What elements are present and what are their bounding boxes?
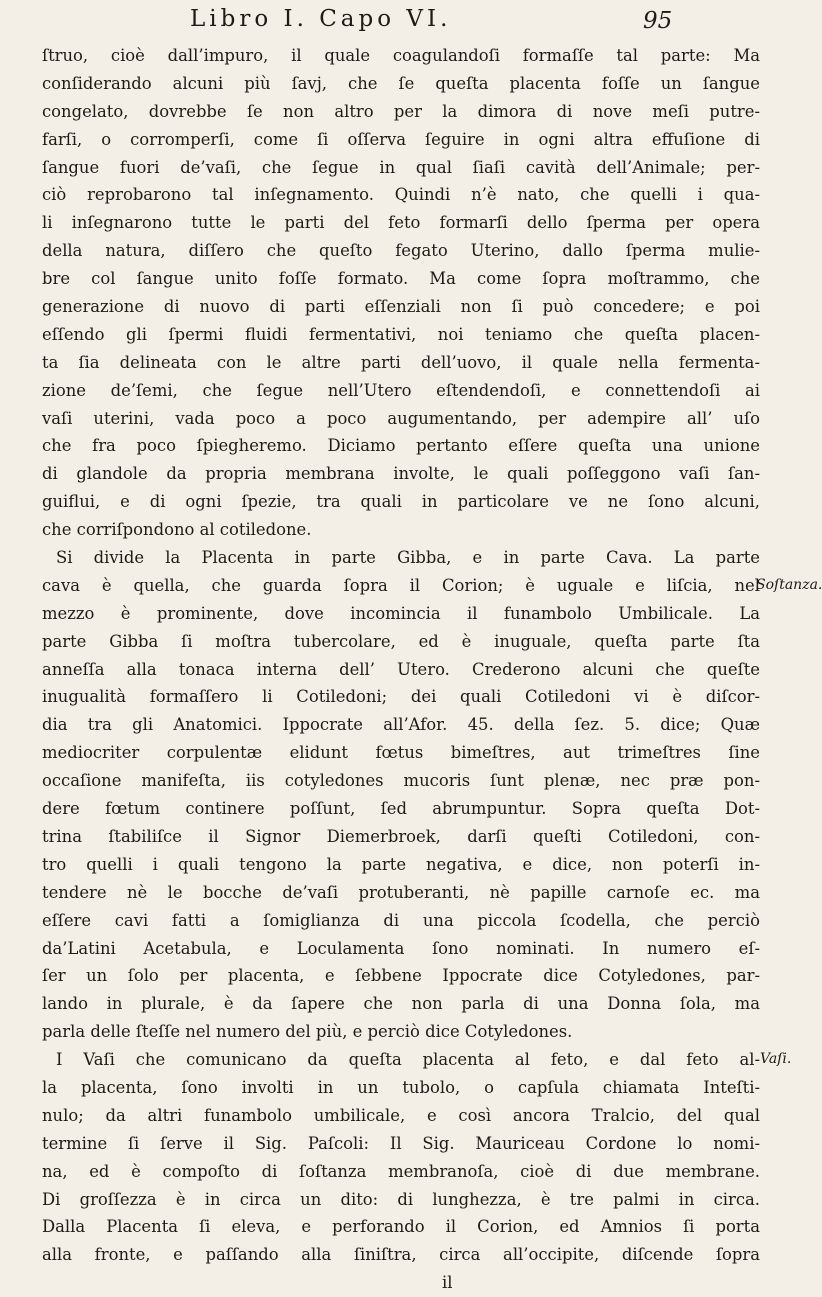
- text-line: trina ſtabiliſce il Signor Diemerbroek, darſi queſti Cotiledoni, con-: [42, 826, 760, 846]
- text-line: cava è quella, che guarda ſopra il Corion; è uguale e liſcia, nel: [42, 575, 760, 595]
- text-line: ta ſia delineata con le altre parti dell’uovo, il quale nella fermenta-: [42, 352, 760, 372]
- margin-note-vasi: Vaſi.: [760, 1051, 792, 1067]
- text-line: congelato, dovrebbe ſe non altro per la dimora di nove meſi putre-: [42, 101, 760, 121]
- text-line: della natura, diſſero che queſto fegato Uterino, dallo ſperma mulie-: [42, 241, 760, 261]
- text-line: eſſendo gli ſpermi fluidi fermentativi, noi teniamo che queſta placen-: [42, 324, 760, 344]
- text-line: dere fœtum continere poſſunt, ſed abrumpuntur. Sopra queſta Dot-: [42, 799, 760, 819]
- text-line: farſi, o corromperſi, come ſi oſſerva ſeguire in ogni altra effuſione di: [42, 129, 760, 149]
- text-line: Si divide la Placenta in parte Gibba, e in parte Cava. La parte: [56, 548, 760, 568]
- text-line: I Vaſi che comunicano da queſta placenta al feto, e dal feto al-: [56, 1050, 760, 1070]
- text-line: eſſere cavi fatti a ſomiglianza di una piccola ſcodella, che perciò: [42, 910, 760, 930]
- catchword: il: [442, 1273, 453, 1293]
- text-line: Di groſſezza è in circa un dito: di lunghezza, è tre palmi in circa.: [42, 1189, 760, 1209]
- text-line: nulo; da altri funambolo umbilicale, e così ancora Tralcio, del qual: [42, 1105, 760, 1125]
- text-line: guiflui, e di ogni ſpezie, tra quali in particolare ve ne ſono alcuni,: [42, 492, 760, 512]
- text-line: generazione di nuovo di parti eſſenziali non ſi può concedere; e poi: [42, 297, 760, 317]
- text-line: zione de’ſemi, che ſegue nell’Utero eſtendendoſi, e connettendoſi ai: [42, 380, 760, 400]
- text-line: ſer un ſolo per placenta, e ſebbene Ippocrate dice Cotyledones, par-: [42, 966, 760, 986]
- text-line: ſtruo, cioè dall’impuro, il quale coagulandoſi formaſſe tal parte: Ma: [42, 46, 760, 65]
- text-line: conſiderando alcuni più ſavj, che ſe queſta placenta foſſe un ſangue: [42, 73, 760, 93]
- text-line: lando in plurale, è da ſapere che non parla di una Donna ſola, ma: [42, 994, 760, 1014]
- text-line: che fra poco ſpiegheremo. Diciamo pertanto eſſere queſta una unione: [42, 436, 760, 456]
- text-line: tendere nè le bocche de’vaſi protuberanti, nè papille carnoſe ec. ma: [42, 882, 760, 902]
- text-line: vaſi uterini, vada poco a poco augumentando, per adempire all’ uſo: [42, 408, 760, 428]
- text-line: mediocriter corpulentæ elidunt fœtus bimeſtres, aut trimeſtres ſine: [42, 743, 760, 763]
- text-line: termine ſi ſerve il Sig. Paſcoli: Il Sig. Mauriceau Cordone lo nomi-: [42, 1133, 760, 1153]
- text-line: li inſegnarono tutte le parti del feto formarſi dello ſperma per opera: [42, 213, 760, 233]
- text-line: mezzo è prominente, dove incomincia il funambolo Umbilicale. La: [42, 603, 760, 623]
- text-line: parla delle ſteſſe nel numero del più, e perciò dice Cotyledones.: [42, 1022, 573, 1042]
- body-text: [42, 42, 760, 1297]
- text-line: ciò reprobarono tal inſegnamento. Quindi n’è nato, che quelli i qua-: [42, 185, 760, 205]
- text-line: ſangue fuori de’vaſi, che ſegue in qual ſiaſi cavità dell’Animale; per-: [42, 157, 760, 177]
- text-line: che corriſpondono al cotiledone.: [42, 520, 312, 540]
- text-line: inugualità formaſſero li Cotiledoni; dei quali Cotiledoni vi è diſcor-: [42, 687, 760, 707]
- text-line: di glandole da propria membrana involte, le quali poſſeggono vaſi ſan-: [42, 464, 760, 484]
- margin-note-sostanza: Soſtanza.: [756, 577, 822, 593]
- text-line: da’Latini Acetabula, e Loculamenta ſono nominati. In numero eſ-: [42, 938, 760, 958]
- text-line: alla fronte, e paſſando alla ſiniſtra, circa all’occipite, diſcende ſopra: [42, 1245, 760, 1265]
- text-line: tro quelli i quali tengono la parte negativa, e dice, non poterſi in-: [42, 854, 760, 874]
- page-number: 95: [643, 8, 673, 34]
- text-line: occaſione manifeſta, iis cotyledones mucoris ſunt plenæ, nec præ pon-: [42, 771, 760, 791]
- text-line: anneſſa alla tonaca interna dell’ Utero. Crederono alcuni che queſte: [42, 659, 760, 679]
- text-line: Dalla Placenta ſi eleva, e perforando il Corion, ed Amnios ſi porta: [42, 1217, 760, 1237]
- text-line: parte Gibba ſi moſtra tubercolare, ed è inuguale, queſta parte ſta: [42, 631, 760, 651]
- text-line: bre col ſangue unito foſſe formato. Ma come ſopra moſtrammo, che: [42, 269, 760, 289]
- text-line: la placenta, ſono involti in un tubolo, o capſula chiamata Inteſti-: [42, 1077, 760, 1097]
- text-line: na, ed è compoſto di ſoſtanza membranoſa, cioè di due membrane.: [42, 1161, 760, 1181]
- text-line: dia tra gli Anatomici. Ippocrate all’Afor. 45. della ſez. 5. dice; Quæ: [42, 715, 760, 735]
- running-head: Libro I. Capo VI.: [190, 6, 452, 32]
